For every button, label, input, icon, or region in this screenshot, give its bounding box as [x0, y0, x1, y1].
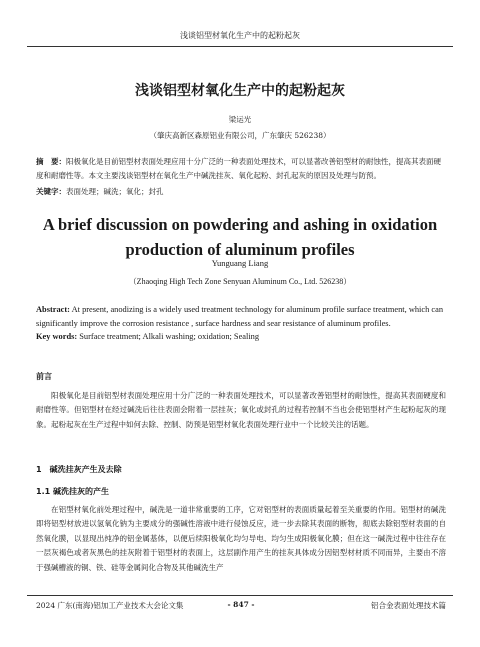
chinese-abstract-text: 阳极氧化是目前铝型材表面处理应用十分广泛的一种表面处理技术，可以显著改善铝型材的耐蚀性，提高其表面硬度和耐磨性等。本文主要浅谈铝型材在氧化生产中碱洗挂灰、氧化起粉、封孔起灰的原因及处理与防预。: [36, 157, 441, 180]
chinese-keywords: [36, 186, 446, 197]
footer-proceedings: 2024 广东(南海)铝加工产业技术大会论文集: [36, 601, 184, 610]
english-keywords-text: Surface treatment; Alkali washing; oxidation; Sealing: [77, 332, 260, 341]
preface-paragraph: 阳极氧化是目前铝型材表面处理应用十分广泛的一种表面处理技术，可以显著改善铝型材的耐蚀性，提高其表面硬度和耐磨性等。但铝型材在经过碱洗后往往表面会附着一层挂灰；氧化或封孔的过程若控制不当也会使铝型材产生起粉起灰的现象。起粉起灰在生产过程中如何去除、控制、防预是铝型材氧化表面处理行业中一个比较关注的话题。: [36, 391, 446, 429]
running-head: 浅谈铝型材氧化生产中的起粉起灰: [180, 31, 300, 40]
chinese-affiliation: （肇庆高新区森原铝业有限公司，广东肇庆 526238）: [149, 131, 331, 140]
chinese-title: 浅谈铝型材氧化生产中的起粉起灰: [135, 83, 345, 99]
english-keywords: [36, 332, 446, 341]
chinese-keywords-text: 表面处理；碱洗；氧化；封孔: [66, 187, 164, 196]
english-title: A brief discussion on powdering and ashing in oxidation production of aluminum profiles: [42, 215, 438, 259]
chinese-keywords-label: 关键字：: [36, 187, 66, 196]
chinese-abstract-label: 摘 要：: [36, 157, 66, 166]
footer-section: 铝合金表面处理技术篇: [371, 601, 446, 610]
english-affiliation: （Zhaoqing High Tech Zone Senyuan Aluminum Co., Ltd. 526238）: [128, 277, 352, 286]
english-author: Yunguang Liang: [211, 258, 269, 268]
footer-rule: [27, 595, 453, 596]
preface-heading: 前言: [36, 372, 52, 381]
chinese-abstract: [36, 155, 446, 183]
english-abstract-label: Abstract:: [36, 305, 70, 314]
english-abstract-text: At present, anodizing is a widely used treatment technology for aluminum profile surface treatment, which can significantly improve the corrosion resistance , surface hardness and sear resistance of aluminum profiles.: [36, 305, 444, 328]
page-number: - 847 -: [227, 600, 255, 609]
section-1-1-heading: 1.1 碱洗挂灰的产生: [36, 487, 109, 496]
chinese-author: 梁运光: [228, 115, 252, 124]
section-1-heading: 1 碱洗挂灰产生及去除: [36, 465, 122, 474]
english-keywords-label: Key words:: [36, 332, 78, 341]
header-rule: [27, 46, 453, 47]
english-abstract: [36, 303, 446, 331]
section-1-1-paragraph: 在铝型材氧化前处理过程中，碱洗是一道非常重要的工序，它对铝型材的表面质量起着至关重要的作用。铝型材的碱洗即将铝型材放进以氢氧化钠为主要成分的强碱性溶液中进行侵蚀反应，进一步去除其表面的断物，彻底去除铝型材表面的自然氧化膜，以显现出纯净的铝金属基体，以便后续阳极氧化均匀导电、均匀生成阳极氧化膜；但在这一碱洗过程中往往存在一层灰褐色或者灰黑色的挂灰附着于铝型材的表面上，这层副作用产生的挂灰具体成分因铝型材材质不同而异，主要由不溶于强碱槽液的铜、铁、硅等金属间化合物及其他碱洗生产: [36, 505, 446, 572]
